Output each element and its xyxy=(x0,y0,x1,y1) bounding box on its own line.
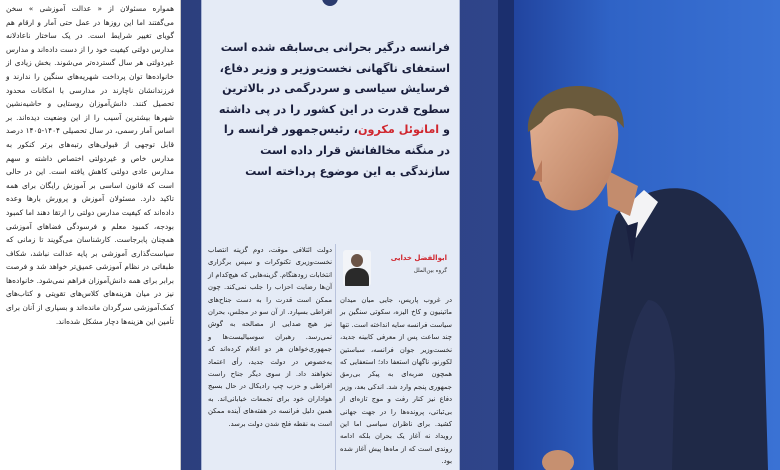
lead-text-end: ، رئیس‌جمهور فرانسه را در منگنه مخالفانش قرار داده است سازندگی به این موضوع پرداخته است xyxy=(223,123,450,178)
lead-paragraph xyxy=(212,38,450,182)
article-column-divider xyxy=(335,244,336,470)
article-column-left: دولت ائتلافی موقت، دوم گزینه انتصاب نخست‌وزیری تکنوکرات و سپس برگزاری انتخابات زودهنگام. گزینه‌هایی که هیچ‌کدام از آن‌ها رضایت احزاب را جلب نمی‌کند. چون ممکن است قدرت را به دست جناح‌های افراطی بسپارد. از آن سو در مجلس، بحران نیز هیچ صدایی از مصالحه به گوش نمی‌رسد. رهبران سوسیالیست‌ها و جمهوری‌خواهان هر دو اعلام کرده‌اند که به‌خصوص در دولت جدید، رأی اعتماد نخواهند داد. از سوی دیگر جناح راست افراطی و حزب چپ رادیکال در حال بسیج هواداران خود برای تجمعات خیابانی‌اند. به همین دلیل فرانسه در هفته‌های آینده ممکن است به نقطه فلج شدن دولت برسد. xyxy=(208,246,332,428)
highlighted-name: امانوئل مکرون xyxy=(357,123,440,137)
left-column-text: همواره مسئولان از « عدالت آموزشی » سخن می‌گفتند اما این روزها در عمل حتی آمار و ارقام هم گویای تغییر شرایط است. در یک ساختار ناعادلانه مدارس دولتی کیفیت خود را از دست داده‌اند و مدارس غیردولتی هر سال گسترده‌تر می‌شوند. بخش زیادی از خانواده‌ها توان پرداخت شهریه‌های سنگین را ندارند و فرزندانشان ناچارند در مدارسی با امکانات محدود تحصیل کنند. دانش‌آموزان روستایی و حاشیه‌نشین شهرها بیشترین آسیب را از این وضعیت دیده‌اند. بر اساس آمار رسمی، در سال تحصیلی ۱۴۰۴-۱۴۰۵ درصد قابل توجهی از قبولی‌های رتبه‌های برتر کنکور به مدارس خاص و غیردولتی اختصاص داشته و سهم مدارس عادی دولتی کاهش یافته است. این در حالی است که قانون اساسی بر آموزش رایگان برای همه تاکید دارد. مسئولان آموزش و پرورش بارها وعده داده‌اند که کیفیت مدارس دولتی را ارتقا دهند اما کمبود بودجه، کمبود معلم و فرسودگی فضاهای آموزشی همچنان پابرجاست. کارشناسان می‌گویند تا زمانی که سیاست‌گذاری آموزشی بر پایه عدالت نباشد، شکاف طبقاتی در نظام آموزشی عمیق‌تر خواهد شد و فرصت برابر برای همه دانش‌آموزان فراهم نمی‌شود. خانواده‌ها نیز در میان هزینه‌های کلاس‌های تقویتی و کتاب‌های کمک‌آموزشی سرگردان مانده‌اند و بسیاری از آنان برای تأمین این هزینه‌ها دچار مشکل شده‌اند. xyxy=(6,4,174,326)
author-avatar-body xyxy=(345,268,369,286)
author-avatar-head xyxy=(351,254,363,267)
article-column-right: در غروب پاریس، جایی میان میدان ماتینیون و کاخ الیزه، سکوتی سنگین بر سیاست فرانسه سایه انداخته است. تنها چند ساعت پس از معرفی کابینه جدید، نخست‌وزیر جوان فرانسه، سباستین لکورنو، ناگهان استعفا داد؛ استعفایی که همچون ضربه‌ای به پیکر بی‌رمق جمهوری پنجم وارد شد. اندکی بعد، وزیر دفاع نیز کنار رفت و موج تازه‌ای از بی‌ثباتی، پرونده‌ها را در جهت جهانی کشید. برای ناظران سیاسی اما این رویداد نه آغاز یک بحران بلکه ادامه روندی است که از ماه‌ها پیش آغاز شده بود. xyxy=(340,296,452,466)
feature-band xyxy=(181,0,498,470)
feature-card xyxy=(201,0,460,470)
author-avatar xyxy=(343,250,371,286)
lead-text-start: فرانسه درگیر بحرانی بی‌سابقه شده است استعفای ناگهانی نخست‌وزیر و وزیر دفاع، فرسایش سیاسی و سردرگمی در بالاترین سطوح قدرت در این کشور را در پی داشته و xyxy=(218,41,450,137)
author-role: گروه بین‌الملل xyxy=(413,268,447,274)
photo-illustration xyxy=(498,0,780,470)
news-photo xyxy=(498,0,780,470)
left-news-column xyxy=(0,0,180,470)
emblem-circle xyxy=(322,0,338,6)
author-box xyxy=(329,248,449,294)
author-name: ابوالفضل خدایی xyxy=(390,254,447,262)
